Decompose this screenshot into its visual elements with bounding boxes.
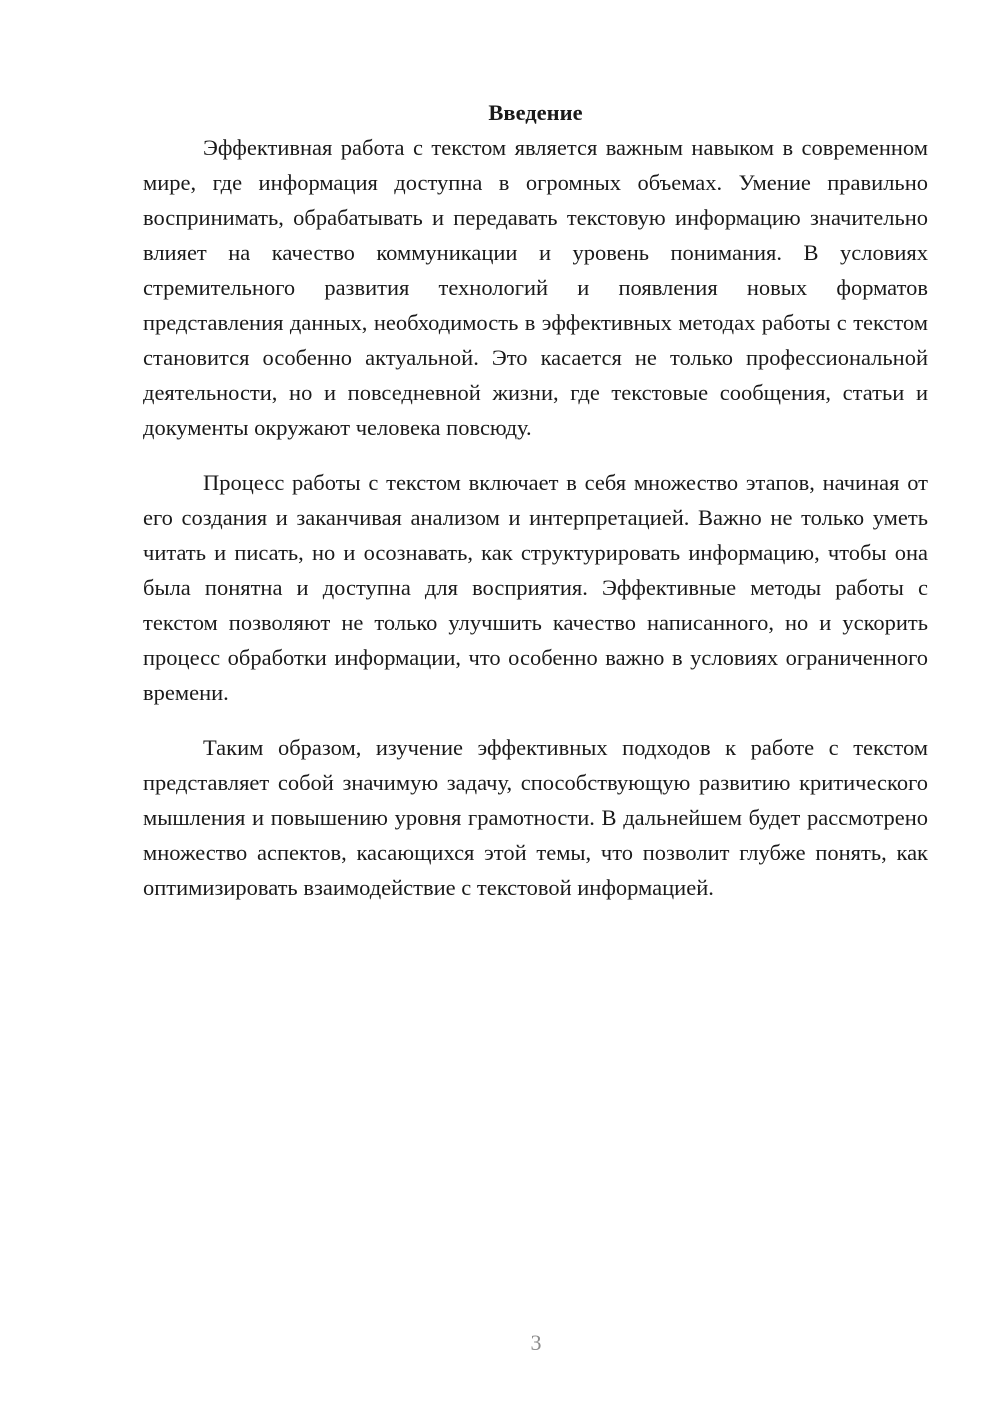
page-content: [143, 95, 928, 905]
paragraph-1: Эффективная работа с текстом является важным навыком в современном мире, где информация доступна в огромных объемах. Умение правильно воспринимать, обрабатывать и передавать текстовую информацию значительно влияет на качество коммуникации и уровень понимания. В условиях стремительного развития технологий и появления новых форматов представления данных, необходимость в эффективных методах работы с текстом становится особенно актуальной. Это касается не только профессиональной деятельности, но и повседневной жизни, где текстовые сообщения, статьи и документы окружают человека повсюду.: [143, 135, 928, 440]
section-title: Введение: [488, 100, 583, 125]
page-number: 3: [530, 1330, 542, 1355]
paragraph-3: Таким образом, изучение эффективных подходов к работе с текстом представляет собой значимую задачу, способствующую развитию критического мышления и повышению уровня грамотности. В дальнейшем будет рассмотрено множество аспектов, касающихся этой темы, что позволит глубже понять, как оптимизировать взаимодействие с текстовой информацией.: [143, 735, 928, 900]
paragraph-2: Процесс работы с текстом включает в себя множество этапов, начиная от его создания и заканчивая анализом и интерпретацией. Важно не только уметь читать и писать, но и осознавать, как структурировать информацию, чтобы она была понятна и доступна для восприятия. Эффективные методы работы с текстом позволяют не только улучшить качество написанного, но и ускорить процесс обработки информации, что особенно важно в условиях ограниченного времени.: [143, 470, 928, 705]
